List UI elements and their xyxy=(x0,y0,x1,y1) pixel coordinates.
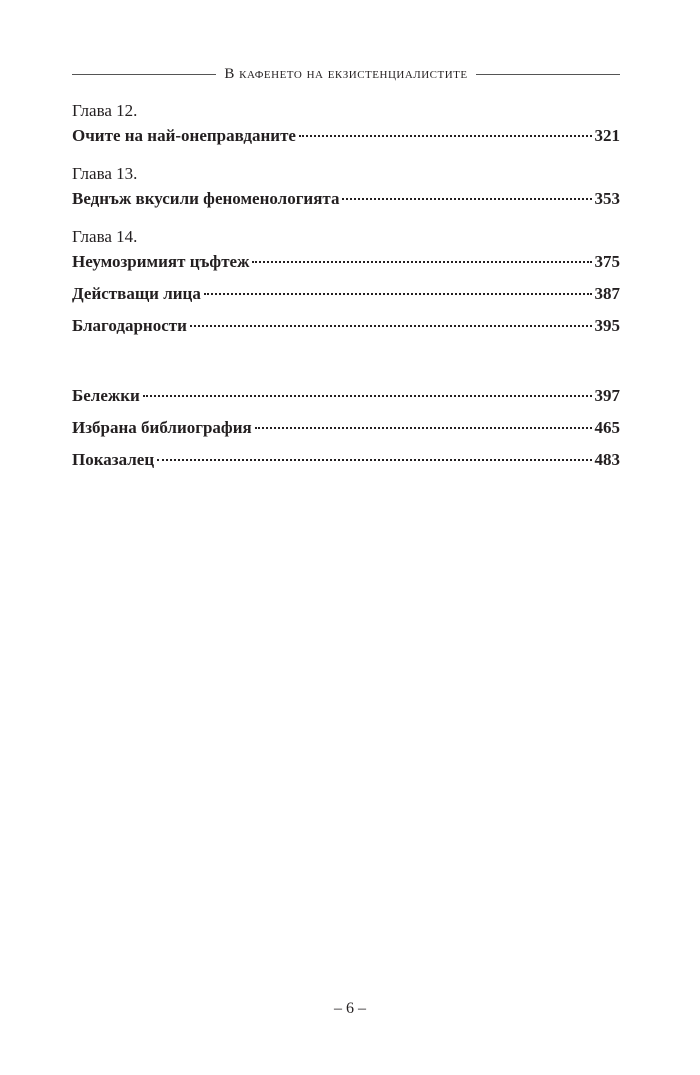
chapter-label: Глава 14. xyxy=(72,227,138,246)
toc-entry[interactable] xyxy=(72,385,620,407)
toc-entry-page: 395 xyxy=(594,316,620,335)
toc-entry-title: Веднъж вкусили феноменологията xyxy=(72,189,340,208)
toc-entry[interactable] xyxy=(72,188,620,210)
toc-entry-title: Действащи лица xyxy=(72,284,201,303)
toc-entry[interactable] xyxy=(72,417,620,439)
toc-entry-page: 397 xyxy=(594,386,620,405)
chapter-label: Глава 13. xyxy=(72,164,138,183)
dot-leader xyxy=(190,325,592,327)
dot-leader xyxy=(255,427,592,429)
toc-entry-page: 353 xyxy=(594,189,620,208)
toc-entry-title: Благодарности xyxy=(72,316,187,335)
toc-entry-page: 321 xyxy=(594,126,620,145)
toc-entry-page: 387 xyxy=(594,284,620,303)
toc-entry-title: Неумозримият цъфтеж xyxy=(72,252,250,271)
header-rule-left xyxy=(72,74,216,75)
header-rule-right xyxy=(476,74,620,75)
dot-leader xyxy=(299,135,592,137)
dot-leader xyxy=(157,459,591,461)
toc-entry-page: 375 xyxy=(594,252,620,271)
toc-entry[interactable] xyxy=(72,449,620,471)
running-header xyxy=(72,62,620,86)
toc-entry-page: 483 xyxy=(594,450,620,469)
page-number: – 6 – xyxy=(334,1000,366,1017)
toc-entry-title: Избрана библиография xyxy=(72,418,252,437)
dot-leader xyxy=(204,293,592,295)
table-of-contents xyxy=(72,100,620,471)
toc-entry[interactable] xyxy=(72,125,620,147)
dot-leader xyxy=(252,261,591,263)
running-title: В кафенето на екзистенциалистите xyxy=(224,65,468,82)
toc-entry-title: Очите на най-онеправданите xyxy=(72,126,296,145)
toc-entry[interactable] xyxy=(72,283,620,305)
dot-leader xyxy=(342,198,591,200)
toc-entry-page: 465 xyxy=(594,418,620,437)
chapter-label: Глава 12. xyxy=(72,101,138,120)
toc-entry[interactable] xyxy=(72,315,620,337)
toc-entry-title: Показалец xyxy=(72,450,155,469)
toc-entry[interactable] xyxy=(72,251,620,273)
dot-leader xyxy=(143,395,592,397)
toc-entry-title: Бележки xyxy=(72,386,140,405)
